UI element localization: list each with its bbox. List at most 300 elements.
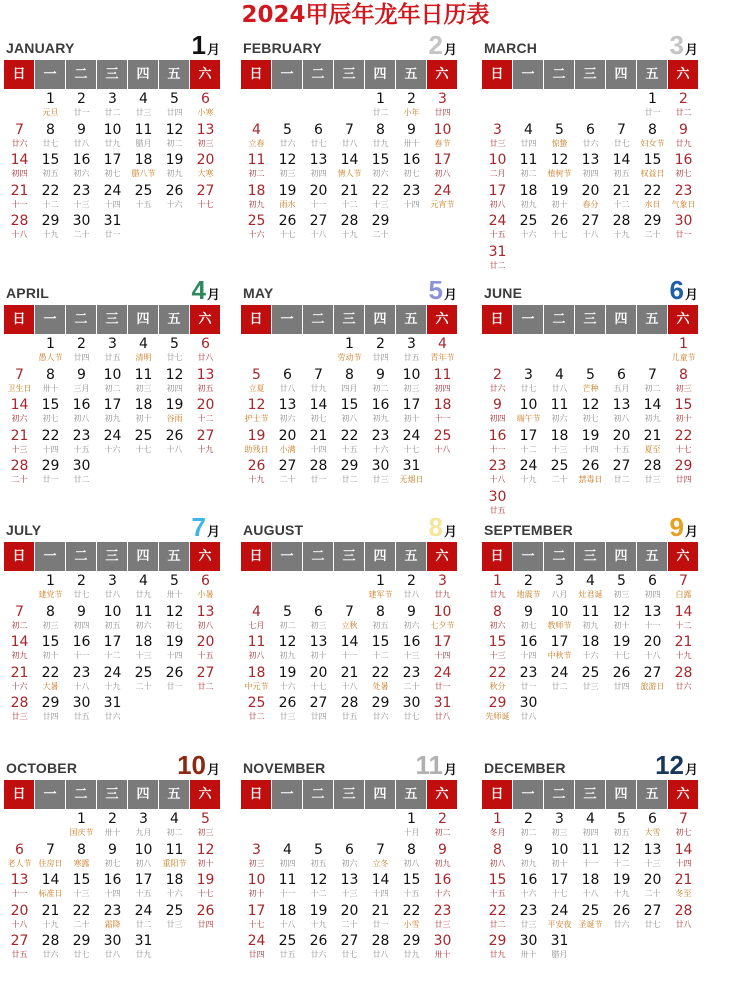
day-cell[interactable]	[303, 367, 334, 398]
day-cell[interactable]	[190, 573, 221, 604]
day-cell[interactable]	[303, 604, 334, 635]
day-cell[interactable]	[637, 367, 668, 398]
day-cell[interactable]	[513, 397, 544, 428]
day-cell[interactable]	[159, 634, 190, 665]
day-cell[interactable]	[637, 91, 668, 122]
day-cell[interactable]	[241, 604, 272, 635]
day-cell[interactable]	[606, 842, 637, 873]
day-cell[interactable]	[334, 397, 365, 428]
day-cell[interactable]	[35, 842, 66, 873]
day-cell[interactable]	[544, 397, 575, 428]
day-cell[interactable]	[159, 152, 190, 183]
day-cell[interactable]	[544, 573, 575, 604]
day-cell[interactable]	[575, 428, 606, 459]
day-cell[interactable]	[575, 122, 606, 153]
day-cell[interactable]	[365, 842, 396, 873]
day-cell[interactable]	[575, 872, 606, 903]
day-cell[interactable]	[544, 213, 575, 244]
day-cell[interactable]	[190, 842, 221, 873]
day-cell[interactable]	[668, 634, 699, 665]
day-cell[interactable]	[97, 872, 128, 903]
day-cell[interactable]	[365, 397, 396, 428]
day-cell[interactable]	[365, 903, 396, 934]
day-cell[interactable]	[190, 183, 221, 214]
day-cell[interactable]	[606, 428, 637, 459]
day-cell[interactable]	[66, 811, 97, 842]
day-cell[interactable]	[637, 152, 668, 183]
day-cell[interactable]	[97, 91, 128, 122]
day-cell[interactable]	[606, 152, 637, 183]
day-cell[interactable]	[427, 91, 458, 122]
day-cell[interactable]	[128, 665, 159, 696]
day-cell[interactable]	[35, 213, 66, 244]
day-cell[interactable]	[396, 695, 427, 726]
day-cell[interactable]	[4, 428, 35, 459]
day-cell[interactable]	[482, 213, 513, 244]
day-cell[interactable]	[128, 573, 159, 604]
day-cell[interactable]	[241, 428, 272, 459]
day-cell[interactable]	[303, 122, 334, 153]
day-cell[interactable]	[97, 573, 128, 604]
day-cell[interactable]	[427, 903, 458, 934]
day-cell[interactable]	[4, 397, 35, 428]
day-cell[interactable]	[4, 152, 35, 183]
day-cell[interactable]	[35, 933, 66, 964]
day-cell[interactable]	[482, 428, 513, 459]
day-cell[interactable]	[637, 428, 668, 459]
day-cell[interactable]	[334, 336, 365, 367]
day-cell[interactable]	[190, 367, 221, 398]
day-cell[interactable]	[128, 872, 159, 903]
day-cell[interactable]	[606, 122, 637, 153]
day-cell[interactable]	[35, 91, 66, 122]
day-cell[interactable]	[575, 183, 606, 214]
day-cell[interactable]	[303, 213, 334, 244]
day-cell[interactable]	[241, 872, 272, 903]
day-cell[interactable]	[303, 933, 334, 964]
day-cell[interactable]	[303, 634, 334, 665]
day-cell[interactable]	[4, 665, 35, 696]
day-cell[interactable]	[66, 665, 97, 696]
day-cell[interactable]	[35, 152, 66, 183]
day-cell[interactable]	[427, 397, 458, 428]
day-cell[interactable]	[365, 458, 396, 489]
day-cell[interactable]	[190, 91, 221, 122]
day-cell[interactable]	[575, 458, 606, 489]
day-cell[interactable]	[575, 604, 606, 635]
day-cell[interactable]	[159, 665, 190, 696]
day-cell[interactable]	[159, 604, 190, 635]
day-cell[interactable]	[606, 573, 637, 604]
day-cell[interactable]	[303, 842, 334, 873]
day-cell[interactable]	[637, 903, 668, 934]
day-cell[interactable]	[272, 183, 303, 214]
day-cell[interactable]	[241, 367, 272, 398]
day-cell[interactable]	[427, 573, 458, 604]
day-cell[interactable]	[159, 872, 190, 903]
day-cell[interactable]	[4, 872, 35, 903]
day-cell[interactable]	[334, 428, 365, 459]
day-cell[interactable]	[303, 458, 334, 489]
day-cell[interactable]	[128, 91, 159, 122]
day-cell[interactable]	[35, 695, 66, 726]
day-cell[interactable]	[396, 933, 427, 964]
day-cell[interactable]	[35, 458, 66, 489]
day-cell[interactable]	[272, 604, 303, 635]
day-cell[interactable]	[241, 213, 272, 244]
day-cell[interactable]	[334, 695, 365, 726]
day-cell[interactable]	[365, 665, 396, 696]
day-cell[interactable]	[427, 336, 458, 367]
day-cell[interactable]	[66, 933, 97, 964]
day-cell[interactable]	[544, 183, 575, 214]
day-cell[interactable]	[365, 634, 396, 665]
day-cell[interactable]	[396, 91, 427, 122]
day-cell[interactable]	[66, 872, 97, 903]
day-cell[interactable]	[637, 122, 668, 153]
day-cell[interactable]	[396, 458, 427, 489]
day-cell[interactable]	[668, 336, 699, 367]
day-cell[interactable]	[272, 872, 303, 903]
day-cell[interactable]	[272, 152, 303, 183]
day-cell[interactable]	[159, 91, 190, 122]
day-cell[interactable]	[4, 122, 35, 153]
day-cell[interactable]	[35, 872, 66, 903]
day-cell[interactable]	[575, 634, 606, 665]
day-cell[interactable]	[97, 842, 128, 873]
day-cell[interactable]	[334, 152, 365, 183]
day-cell[interactable]	[606, 458, 637, 489]
day-cell[interactable]	[159, 397, 190, 428]
day-cell[interactable]	[606, 604, 637, 635]
day-cell[interactable]	[396, 183, 427, 214]
day-cell[interactable]	[668, 213, 699, 244]
day-cell[interactable]	[637, 604, 668, 635]
day-cell[interactable]	[606, 634, 637, 665]
day-cell[interactable]	[427, 122, 458, 153]
day-cell[interactable]	[241, 458, 272, 489]
day-cell[interactable]	[427, 152, 458, 183]
day-cell[interactable]	[396, 903, 427, 934]
day-cell[interactable]	[513, 428, 544, 459]
day-cell[interactable]	[128, 428, 159, 459]
day-cell[interactable]	[365, 213, 396, 244]
day-cell[interactable]	[637, 458, 668, 489]
day-cell[interactable]	[544, 458, 575, 489]
day-cell[interactable]	[396, 634, 427, 665]
day-cell[interactable]	[35, 336, 66, 367]
day-cell[interactable]	[97, 604, 128, 635]
day-cell[interactable]	[4, 183, 35, 214]
day-cell[interactable]	[97, 933, 128, 964]
day-cell[interactable]	[272, 634, 303, 665]
day-cell[interactable]	[272, 122, 303, 153]
day-cell[interactable]	[159, 842, 190, 873]
day-cell[interactable]	[66, 842, 97, 873]
day-cell[interactable]	[668, 903, 699, 934]
day-cell[interactable]	[544, 152, 575, 183]
day-cell[interactable]	[334, 122, 365, 153]
day-cell[interactable]	[128, 634, 159, 665]
day-cell[interactable]	[637, 634, 668, 665]
day-cell[interactable]	[575, 152, 606, 183]
day-cell[interactable]	[637, 397, 668, 428]
day-cell[interactable]	[637, 872, 668, 903]
day-cell[interactable]	[396, 397, 427, 428]
day-cell[interactable]	[606, 213, 637, 244]
day-cell[interactable]	[241, 122, 272, 153]
day-cell[interactable]	[4, 604, 35, 635]
day-cell[interactable]	[190, 634, 221, 665]
day-cell[interactable]	[575, 665, 606, 696]
day-cell[interactable]	[190, 152, 221, 183]
day-cell[interactable]	[159, 573, 190, 604]
day-cell[interactable]	[241, 903, 272, 934]
day-cell[interactable]	[66, 604, 97, 635]
day-cell[interactable]	[334, 367, 365, 398]
day-cell[interactable]	[303, 695, 334, 726]
day-cell[interactable]	[303, 397, 334, 428]
day-cell[interactable]	[668, 665, 699, 696]
day-cell[interactable]	[35, 903, 66, 934]
day-cell[interactable]	[513, 122, 544, 153]
day-cell[interactable]	[396, 336, 427, 367]
day-cell[interactable]	[35, 397, 66, 428]
day-cell[interactable]	[482, 183, 513, 214]
day-cell[interactable]	[159, 183, 190, 214]
day-cell[interactable]	[66, 122, 97, 153]
day-cell[interactable]	[66, 903, 97, 934]
day-cell[interactable]	[482, 458, 513, 489]
day-cell[interactable]	[97, 183, 128, 214]
day-cell[interactable]	[482, 122, 513, 153]
day-cell[interactable]	[427, 183, 458, 214]
day-cell[interactable]	[128, 933, 159, 964]
day-cell[interactable]	[190, 428, 221, 459]
day-cell[interactable]	[334, 903, 365, 934]
day-cell[interactable]	[128, 397, 159, 428]
day-cell[interactable]	[97, 122, 128, 153]
day-cell[interactable]	[482, 634, 513, 665]
day-cell[interactable]	[668, 367, 699, 398]
day-cell[interactable]	[513, 665, 544, 696]
day-cell[interactable]	[575, 573, 606, 604]
day-cell[interactable]	[427, 872, 458, 903]
day-cell[interactable]	[4, 367, 35, 398]
day-cell[interactable]	[513, 604, 544, 635]
day-cell[interactable]	[668, 458, 699, 489]
day-cell[interactable]	[606, 367, 637, 398]
day-cell[interactable]	[66, 152, 97, 183]
day-cell[interactable]	[544, 428, 575, 459]
day-cell[interactable]	[482, 811, 513, 842]
day-cell[interactable]	[513, 842, 544, 873]
day-cell[interactable]	[427, 665, 458, 696]
day-cell[interactable]	[606, 665, 637, 696]
day-cell[interactable]	[365, 604, 396, 635]
day-cell[interactable]	[66, 573, 97, 604]
day-cell[interactable]	[241, 152, 272, 183]
day-cell[interactable]	[334, 933, 365, 964]
day-cell[interactable]	[575, 213, 606, 244]
day-cell[interactable]	[482, 244, 513, 275]
day-cell[interactable]	[334, 842, 365, 873]
day-cell[interactable]	[66, 458, 97, 489]
day-cell[interactable]	[668, 842, 699, 873]
day-cell[interactable]	[272, 903, 303, 934]
day-cell[interactable]	[668, 183, 699, 214]
day-cell[interactable]	[159, 367, 190, 398]
day-cell[interactable]	[606, 183, 637, 214]
day-cell[interactable]	[606, 397, 637, 428]
day-cell[interactable]	[334, 634, 365, 665]
day-cell[interactable]	[35, 573, 66, 604]
day-cell[interactable]	[241, 695, 272, 726]
day-cell[interactable]	[303, 665, 334, 696]
day-cell[interactable]	[159, 811, 190, 842]
day-cell[interactable]	[365, 872, 396, 903]
day-cell[interactable]	[128, 122, 159, 153]
day-cell[interactable]	[190, 336, 221, 367]
day-cell[interactable]	[334, 872, 365, 903]
day-cell[interactable]	[272, 458, 303, 489]
day-cell[interactable]	[513, 213, 544, 244]
day-cell[interactable]	[35, 183, 66, 214]
day-cell[interactable]	[97, 336, 128, 367]
day-cell[interactable]	[35, 634, 66, 665]
day-cell[interactable]	[575, 903, 606, 934]
day-cell[interactable]	[427, 367, 458, 398]
day-cell[interactable]	[97, 695, 128, 726]
day-cell[interactable]	[396, 367, 427, 398]
day-cell[interactable]	[544, 903, 575, 934]
day-cell[interactable]	[190, 122, 221, 153]
day-cell[interactable]	[35, 665, 66, 696]
day-cell[interactable]	[606, 811, 637, 842]
day-cell[interactable]	[668, 428, 699, 459]
day-cell[interactable]	[334, 665, 365, 696]
day-cell[interactable]	[396, 573, 427, 604]
day-cell[interactable]	[128, 811, 159, 842]
day-cell[interactable]	[272, 665, 303, 696]
day-cell[interactable]	[637, 842, 668, 873]
day-cell[interactable]	[365, 933, 396, 964]
day-cell[interactable]	[668, 397, 699, 428]
day-cell[interactable]	[272, 428, 303, 459]
day-cell[interactable]	[272, 695, 303, 726]
day-cell[interactable]	[365, 336, 396, 367]
day-cell[interactable]	[66, 336, 97, 367]
day-cell[interactable]	[427, 933, 458, 964]
day-cell[interactable]	[513, 872, 544, 903]
day-cell[interactable]	[66, 213, 97, 244]
day-cell[interactable]	[365, 91, 396, 122]
day-cell[interactable]	[128, 152, 159, 183]
day-cell[interactable]	[272, 842, 303, 873]
day-cell[interactable]	[637, 183, 668, 214]
day-cell[interactable]	[482, 152, 513, 183]
day-cell[interactable]	[482, 367, 513, 398]
day-cell[interactable]	[544, 634, 575, 665]
day-cell[interactable]	[668, 872, 699, 903]
day-cell[interactable]	[427, 842, 458, 873]
day-cell[interactable]	[190, 811, 221, 842]
day-cell[interactable]	[190, 665, 221, 696]
day-cell[interactable]	[513, 933, 544, 964]
day-cell[interactable]	[482, 604, 513, 635]
day-cell[interactable]	[241, 397, 272, 428]
day-cell[interactable]	[272, 397, 303, 428]
day-cell[interactable]	[427, 604, 458, 635]
day-cell[interactable]	[272, 213, 303, 244]
day-cell[interactable]	[128, 604, 159, 635]
day-cell[interactable]	[35, 367, 66, 398]
day-cell[interactable]	[97, 665, 128, 696]
day-cell[interactable]	[4, 634, 35, 665]
day-cell[interactable]	[606, 872, 637, 903]
day-cell[interactable]	[365, 695, 396, 726]
day-cell[interactable]	[241, 842, 272, 873]
day-cell[interactable]	[97, 152, 128, 183]
day-cell[interactable]	[482, 933, 513, 964]
day-cell[interactable]	[575, 397, 606, 428]
day-cell[interactable]	[482, 695, 513, 726]
day-cell[interactable]	[35, 604, 66, 635]
day-cell[interactable]	[128, 183, 159, 214]
day-cell[interactable]	[513, 811, 544, 842]
day-cell[interactable]	[396, 152, 427, 183]
day-cell[interactable]	[427, 634, 458, 665]
day-cell[interactable]	[35, 122, 66, 153]
day-cell[interactable]	[396, 604, 427, 635]
day-cell[interactable]	[334, 183, 365, 214]
day-cell[interactable]	[544, 933, 575, 964]
day-cell[interactable]	[427, 695, 458, 726]
day-cell[interactable]	[544, 604, 575, 635]
day-cell[interactable]	[66, 428, 97, 459]
day-cell[interactable]	[190, 397, 221, 428]
day-cell[interactable]	[396, 842, 427, 873]
day-cell[interactable]	[482, 903, 513, 934]
day-cell[interactable]	[513, 458, 544, 489]
day-cell[interactable]	[544, 872, 575, 903]
day-cell[interactable]	[128, 336, 159, 367]
day-cell[interactable]	[575, 842, 606, 873]
day-cell[interactable]	[482, 665, 513, 696]
day-cell[interactable]	[513, 695, 544, 726]
day-cell[interactable]	[544, 665, 575, 696]
day-cell[interactable]	[365, 122, 396, 153]
day-cell[interactable]	[668, 573, 699, 604]
day-cell[interactable]	[365, 573, 396, 604]
day-cell[interactable]	[303, 183, 334, 214]
day-cell[interactable]	[668, 91, 699, 122]
day-cell[interactable]	[4, 903, 35, 934]
day-cell[interactable]	[544, 122, 575, 153]
day-cell[interactable]	[637, 665, 668, 696]
day-cell[interactable]	[190, 604, 221, 635]
day-cell[interactable]	[668, 122, 699, 153]
day-cell[interactable]	[396, 811, 427, 842]
day-cell[interactable]	[159, 428, 190, 459]
day-cell[interactable]	[303, 428, 334, 459]
day-cell[interactable]	[396, 872, 427, 903]
day-cell[interactable]	[365, 183, 396, 214]
day-cell[interactable]	[668, 152, 699, 183]
day-cell[interactable]	[668, 811, 699, 842]
day-cell[interactable]	[159, 336, 190, 367]
day-cell[interactable]	[396, 428, 427, 459]
